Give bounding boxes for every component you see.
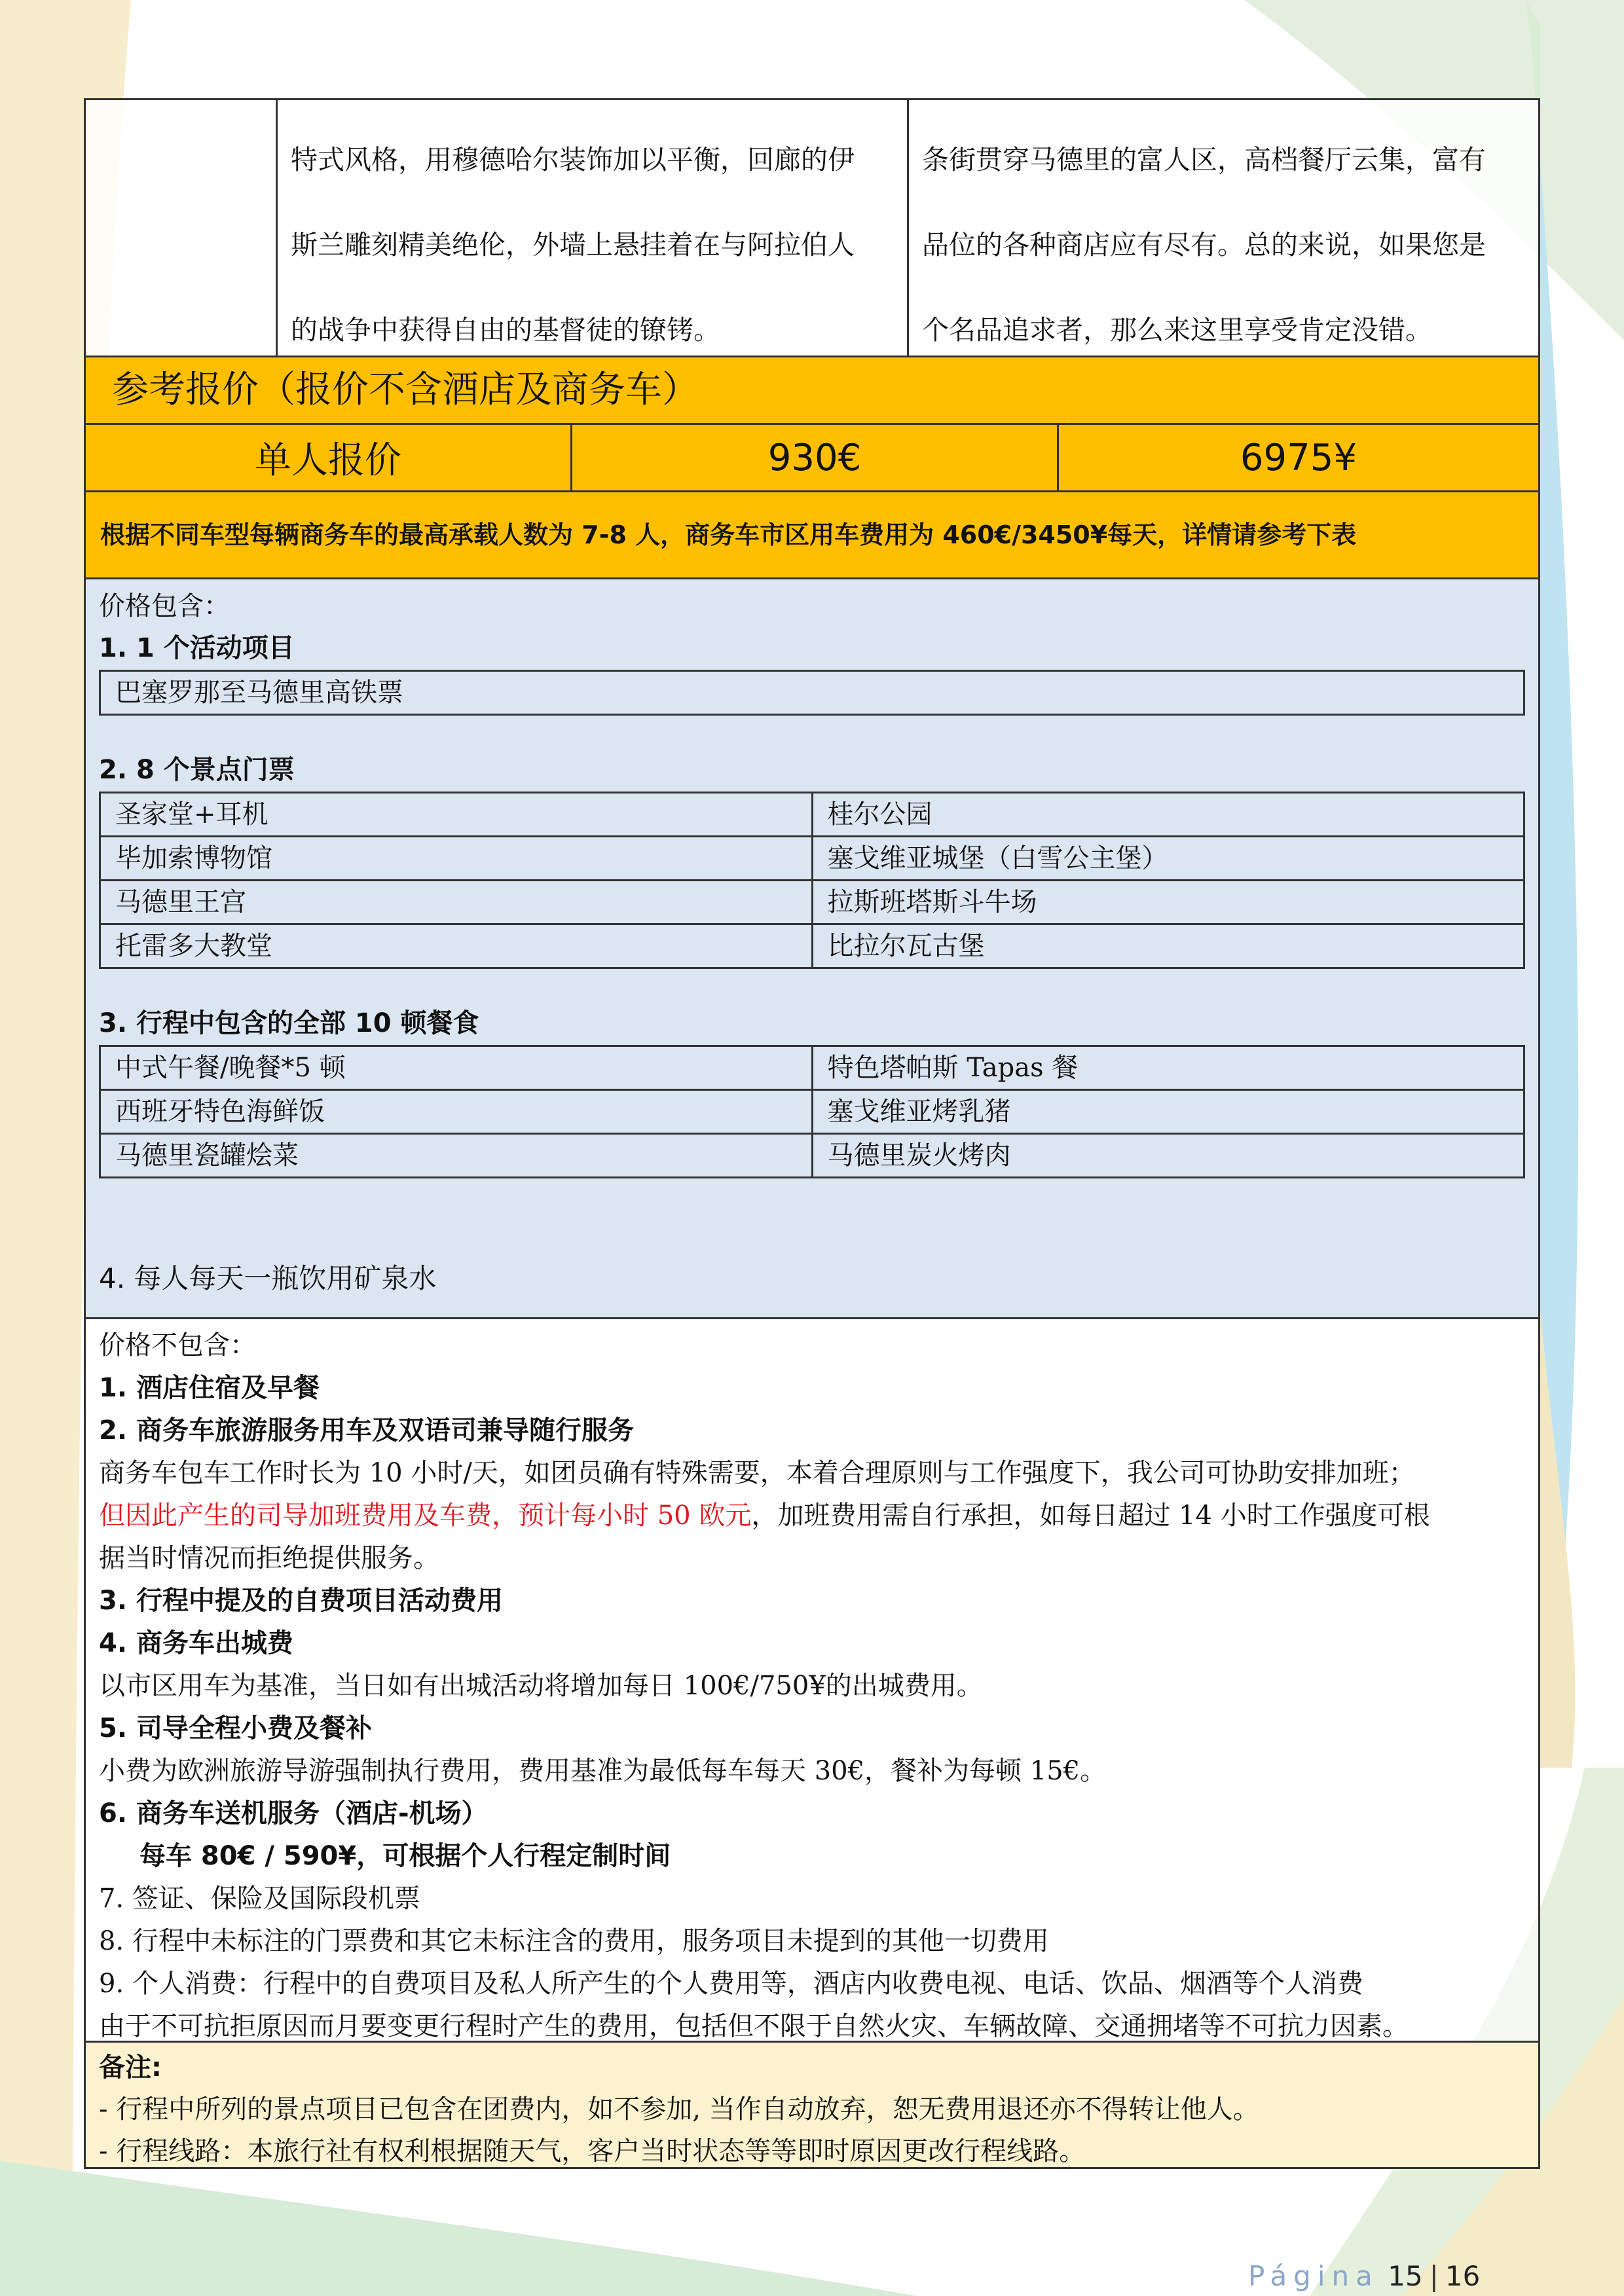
desc-right-line: 条街贯穿马德里的富人区，高档餐厅云集，富有	[922, 144, 1486, 175]
remarks-section	[84, 2041, 1540, 2169]
activity-table	[99, 670, 1525, 716]
excluded-item: 6. 商务车送机服务（酒店-机场）	[99, 1798, 488, 1829]
excluded-text: 每车 80€ / 590¥，可根据个人行程定制时间	[139, 1841, 671, 1871]
page-current: 15	[1388, 2260, 1423, 2292]
excluded-text: 由于不可抗拒原因而月要变更行程时产生的费用，包括但不限于自然火灾、车辆故障、交通拥堵等不可抗力因素。	[99, 2011, 1409, 2041]
excluded-section	[84, 1317, 1540, 2041]
price-title: 参考报价（报价不含酒店及商务车）	[112, 369, 699, 411]
table-row	[101, 1047, 1523, 1089]
description-blank-cell	[86, 100, 278, 355]
table-cell: 马德里王宫	[115, 887, 246, 917]
table-row	[101, 835, 1523, 879]
page-word: Página	[1248, 2260, 1379, 2292]
remark-line: - 行程中所列的景点项目已包含在团费内，如不参加, 当作自动放弃，恕无费用退还亦不得转让他人。	[99, 2094, 1259, 2124]
page-separator: |	[1429, 2260, 1439, 2292]
excluded-text: 商务车包车工作时长为 10 小时/天，如团员确有特殊需要，本着合理原则与工作强度下，我公司可协助安排加班；	[99, 1458, 1415, 1488]
price-eur: 930€	[572, 425, 1059, 490]
excluded-text: 据当时情况而拒绝提供服务。	[99, 1543, 439, 1573]
table-cell: 马德里炭火烤肉	[811, 1135, 1524, 1176]
price-note: 根据不同车型每辆商务车的最高承载人数为 7-8 人，商务车市区用车费用为 460€/3450¥每天，详情请参考下表	[86, 490, 1538, 577]
excluded-text: 小费为欧洲旅游导游强制执行费用，费用基准为最低每车每天 30€，餐补为每顿 15€。	[99, 1756, 1107, 1786]
excluded-text	[99, 1495, 1525, 1537]
table-cell: 比拉尔瓦古堡	[811, 925, 1524, 967]
table-cell: 拉斯班塔斯斗牛场	[811, 881, 1524, 923]
desc-right-line: 个名品追求者，那么来这里享受肯定没错。	[922, 314, 1432, 346]
itinerary-page	[84, 98, 1540, 2169]
excluded-item: 5. 司导全程小费及餐补	[99, 1713, 372, 1743]
bottom-green-shape	[0, 2160, 917, 2296]
excluded-item: 7. 签证、保险及国际段机票	[99, 1884, 420, 1914]
excluded-item: 3. 行程中提及的自费项目活动费用	[99, 1586, 503, 1616]
table-row	[101, 1089, 1523, 1133]
price-row	[86, 423, 1538, 490]
excluded-item: 4. 商务车出城费	[99, 1628, 293, 1658]
tickets-table	[99, 792, 1525, 969]
included-water: 4. 每人每天一瓶饮用矿泉水	[99, 1262, 437, 1294]
table-cell: 毕加索博物馆	[115, 843, 272, 873]
desc-right-line: 品位的各种商店应有尽有。总的来说，如果您是	[922, 229, 1486, 261]
table-row	[101, 672, 1523, 714]
included-section	[84, 577, 1540, 1317]
table-cell: 圣家堂+耳机	[115, 799, 268, 829]
overtime-fee-warning: 但因此产生的司导加班费用及车费，预计每小时 50 欧元	[99, 1501, 752, 1531]
remarks-label: 备注:	[99, 2052, 162, 2083]
table-cell: 巴塞罗那至马德里高铁票	[115, 678, 403, 708]
included-tickets-heading: 2. 8 个景点门票	[99, 755, 295, 785]
description-row	[84, 98, 1540, 355]
price-label: 单人报价	[86, 425, 572, 490]
excluded-item: 8. 行程中未标注的门票费和其它未标注含的费用，服务项目未提到的其他一切费用	[99, 1926, 1049, 1956]
table-cell: 桂尔公园	[811, 793, 1524, 835]
table-row	[101, 1133, 1523, 1176]
price-cny: 6975¥	[1240, 436, 1357, 479]
excluded-item: 1. 酒店住宿及早餐	[99, 1373, 320, 1403]
description-right-cell	[909, 100, 1538, 355]
table-cell: 特色塔帕斯 Tapas 餐	[811, 1047, 1524, 1089]
table-row	[101, 923, 1523, 967]
description-left-cell	[278, 100, 909, 355]
excluded-label: 价格不包含：	[99, 1330, 256, 1360]
table-cell: 塞戈维亚烤乳猪	[811, 1091, 1524, 1133]
included-label: 价格包含：	[99, 591, 230, 621]
table-cell: 塞戈维亚城堡（白雪公主堡）	[811, 837, 1524, 879]
included-activity-heading: 1. 1 个活动项目	[99, 633, 295, 663]
table-row	[101, 793, 1523, 835]
table-cell: 西班牙特色海鲜饭	[115, 1097, 325, 1127]
price-section	[84, 355, 1540, 577]
included-meals-heading: 3. 行程中包含的全部 10 顿餐食	[99, 1008, 479, 1038]
excluded-text-rest: ，加班费用需自行承担，如每日超过 14 小时工作强度可根	[751, 1501, 1430, 1531]
meals-table	[99, 1045, 1525, 1178]
desc-left-line: 的战争中获得自由的基督徒的镣铐。	[291, 314, 720, 346]
excluded-item: 2. 商务车旅游服务用车及双语司兼导随行服务	[99, 1415, 634, 1446]
page-footer	[1248, 2260, 1480, 2292]
excluded-text: 以市区用车为基准，当日如有出城活动将增加每日 100€/750¥的出城费用。	[99, 1671, 983, 1701]
page-total: 16	[1445, 2260, 1481, 2292]
desc-left-line: 斯兰雕刻精美绝伦，外墙上悬挂着在与阿拉伯人	[291, 229, 855, 261]
table-row	[101, 879, 1523, 923]
table-cell: 马德里瓷罐烩菜	[115, 1140, 299, 1171]
table-cell: 中式午餐/晚餐*5 顿	[115, 1053, 346, 1083]
excluded-item: 9. 个人消费：行程中的自费项目及私人所产生的个人费用等，酒店内收费电视、电话、饮品、烟酒等个人消费	[99, 1969, 1363, 1999]
desc-left-line: 特式风格，用穆德哈尔装饰加以平衡，回廊的伊	[291, 144, 855, 175]
remark-line: - 行程线路：本旅行社有权利根据随天气，客户当时状态等等即时原因更改行程线路。	[99, 2136, 1086, 2166]
table-cell: 托雷多大教堂	[115, 931, 272, 961]
